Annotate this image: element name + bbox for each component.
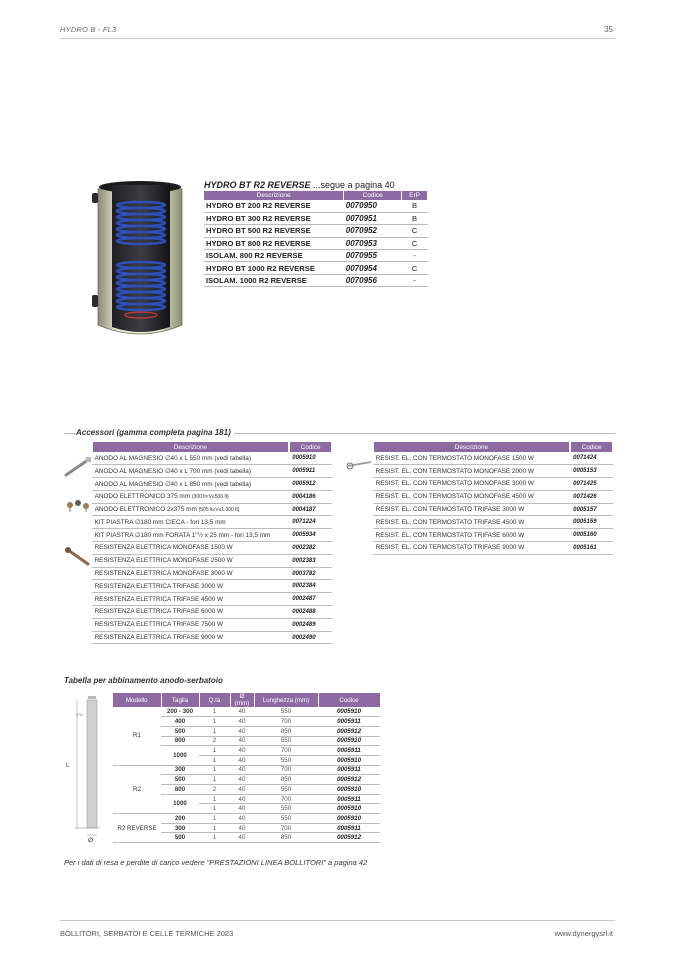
anode-model: R1 bbox=[113, 707, 161, 765]
anode-quantity: 1 bbox=[199, 814, 230, 824]
accessory-row bbox=[63, 478, 332, 491]
accessory-row bbox=[63, 465, 332, 478]
anode-diameter: 40 bbox=[230, 726, 254, 736]
anode-length: 700 bbox=[254, 823, 318, 833]
anode-length: 550 bbox=[254, 736, 318, 746]
anode-diameter: 40 bbox=[230, 785, 254, 795]
accessory-name: RESISTENZA ELETTRICA TRIFASE 4500 W bbox=[94, 595, 224, 603]
anode-length: 550 bbox=[254, 804, 318, 814]
accessory-row bbox=[344, 465, 613, 478]
col-codice: Codice bbox=[570, 442, 613, 452]
product-erp-class: B bbox=[402, 212, 428, 224]
accessory-code: 0005159 bbox=[570, 516, 613, 529]
accessory-volume-range: (505 lt≤V≤1.000 lt) bbox=[198, 507, 240, 514]
anode-diameter: 40 bbox=[230, 717, 254, 727]
anode-quantity: 1 bbox=[199, 823, 230, 833]
accessory-row bbox=[63, 554, 332, 567]
electronic-anode-icon bbox=[64, 497, 92, 513]
product-erp-class: B bbox=[402, 200, 428, 212]
accessory-row bbox=[63, 542, 332, 555]
accessory-name: ANODO AL MAGNESIO ∅40 x L 850 mm (vedi tabella) bbox=[94, 480, 251, 488]
anode-length-label: L bbox=[66, 762, 70, 769]
product-description: HYDRO BT 1000 R2 REVERSE bbox=[204, 262, 344, 274]
anode-code: 0005910 bbox=[318, 814, 380, 824]
accessory-row bbox=[63, 618, 332, 631]
anode-quantity: 1 bbox=[199, 726, 230, 736]
product-erp-class: C bbox=[402, 262, 428, 274]
accessory-description bbox=[92, 542, 290, 555]
product-description: HYDRO BT 800 R2 REVERSE bbox=[204, 237, 344, 249]
anode-diameter: 40 bbox=[230, 794, 254, 804]
accessory-name: RESISTENZA ELETTRICA TRIFASE 6000 W bbox=[94, 608, 224, 616]
anode-code: 0005911 bbox=[318, 794, 380, 804]
col-descrizione: Descrizione bbox=[204, 191, 344, 200]
anode-row bbox=[113, 707, 380, 717]
anode-quantity: 1 bbox=[199, 746, 230, 756]
accessory-description: RESIST. EL. CON TERMOSTATO TRIFASE 3000 W bbox=[373, 503, 571, 516]
anode-quantity: 1 bbox=[199, 707, 230, 717]
anode-quantity: 1 bbox=[199, 794, 230, 804]
anode-length: 550 bbox=[254, 785, 318, 795]
accessories-table-left bbox=[63, 442, 333, 644]
accessory-name: ANODO AL MAGNESIO ∅40 x L 550 mm (vedi tabella) bbox=[94, 455, 251, 463]
accessory-code: 0071424 bbox=[570, 452, 613, 465]
product-code: 0070950 bbox=[344, 200, 402, 212]
accessory-description bbox=[92, 516, 290, 529]
anode-dimension-drawing bbox=[64, 692, 106, 842]
col-codice: Codice bbox=[344, 191, 402, 200]
accessory-code: 0002384 bbox=[289, 580, 332, 593]
accessory-row bbox=[344, 503, 613, 516]
anode-diameter: 40 bbox=[230, 804, 254, 814]
anode-code: 0005911 bbox=[318, 765, 380, 775]
anode-diameter: 40 bbox=[230, 823, 254, 833]
accessory-code: 0005910 bbox=[289, 452, 332, 465]
anode-code: 0005910 bbox=[318, 804, 380, 814]
accessory-description bbox=[92, 593, 290, 606]
accessory-name: RESISTENZA ELETTRICA TRIFASE 3000 W bbox=[94, 582, 224, 590]
col-taglia: Taglia bbox=[161, 693, 199, 707]
performance-note: Per i dati di resa e perdite di carico vedere "PRESTAZIONI LINEA BOLLITORI" a pagina 42 bbox=[64, 858, 368, 867]
accessory-code: 0004187 bbox=[289, 503, 332, 516]
anode-size: 500 bbox=[161, 833, 199, 843]
anode-diameter: 40 bbox=[230, 746, 254, 756]
col-lunghezza: Lunghezza (mm) bbox=[254, 693, 318, 707]
footer-catalog-title: BOLLITORI, SERBATOI E CELLE TERMICHE 2023 bbox=[60, 929, 234, 938]
anode-length: 850 bbox=[254, 833, 318, 843]
accessory-code: 0002490 bbox=[289, 631, 332, 644]
accessory-row bbox=[63, 503, 332, 516]
tank-cutaway-image bbox=[90, 175, 190, 343]
product-title bbox=[204, 180, 395, 190]
accessory-code: 0003782 bbox=[289, 567, 332, 580]
anode-code: 0005910 bbox=[318, 755, 380, 765]
page-number: 35 bbox=[604, 25, 613, 34]
col-quantita: Q.tà bbox=[199, 693, 230, 707]
anode-code: 0005910 bbox=[318, 785, 380, 795]
magnesium-anode-icon bbox=[64, 456, 92, 478]
accessory-code: 0071224 bbox=[289, 516, 332, 529]
anode-length: 700 bbox=[254, 746, 318, 756]
accessory-description bbox=[92, 478, 290, 491]
anode-model: R2 bbox=[113, 765, 161, 813]
product-erp-class: C bbox=[402, 225, 428, 237]
anode-thread-label: 1"¼ bbox=[76, 712, 83, 717]
accessory-code: 0005912 bbox=[289, 478, 332, 491]
accessory-code: 0004186 bbox=[289, 490, 332, 503]
accessory-description: RESIST. EL. CON TERMOSTATO TRIFASE 6000 W bbox=[373, 529, 571, 542]
anode-diameter: 40 bbox=[230, 755, 254, 765]
accessory-row bbox=[63, 567, 332, 580]
accessory-row bbox=[63, 593, 332, 606]
anode-code: 0005911 bbox=[318, 746, 380, 756]
accessory-name: RESISTENZA ELETTRICA MONOFASE 1500 W bbox=[94, 544, 233, 552]
product-code: 0070954 bbox=[344, 262, 402, 274]
anode-size: 200 bbox=[161, 814, 199, 824]
accessory-row bbox=[63, 452, 332, 465]
accessory-description: RESIST. EL. CON TERMOSTATO MONOFASE 4500 W bbox=[373, 490, 571, 503]
accessory-code: 0071426 bbox=[570, 490, 613, 503]
product-row bbox=[204, 200, 428, 212]
accessory-name: RESISTENZA ELETTRICA MONOFASE 3000 W bbox=[94, 570, 233, 578]
anode-diameter: 40 bbox=[230, 833, 254, 843]
accessory-description bbox=[92, 490, 290, 503]
accessory-name: KIT PIASTRA ∅180 mm CIECA - fori 13,5 mm bbox=[94, 519, 226, 527]
anode-code: 0005911 bbox=[318, 823, 380, 833]
anode-code: 0005912 bbox=[318, 726, 380, 736]
anode-diameter: 40 bbox=[230, 765, 254, 775]
anode-size: 1000 bbox=[161, 794, 199, 813]
product-table bbox=[204, 191, 428, 287]
accessory-row bbox=[63, 606, 332, 619]
header-divider bbox=[60, 38, 615, 39]
col-diametro: Ø (mm) bbox=[230, 693, 254, 707]
product-description: ISOLAM. 1000 R2 REVERSE bbox=[204, 274, 344, 286]
product-code: 0070955 bbox=[344, 250, 402, 262]
anode-length: 850 bbox=[254, 775, 318, 785]
product-erp-class: C bbox=[402, 237, 428, 249]
anode-size: 800 bbox=[161, 736, 199, 746]
accessory-description bbox=[92, 554, 290, 567]
footer-divider bbox=[60, 920, 615, 921]
product-code: 0070956 bbox=[344, 274, 402, 286]
product-code: 0070953 bbox=[344, 237, 402, 249]
accessories-table-right bbox=[344, 442, 614, 555]
accessory-code: 0005160 bbox=[570, 529, 613, 542]
product-row bbox=[204, 250, 428, 262]
accessory-row bbox=[344, 529, 613, 542]
accessory-row bbox=[344, 542, 613, 555]
col-descrizione: Descrizione bbox=[373, 442, 571, 452]
col-erp: ErP bbox=[402, 191, 428, 200]
accessory-name: ANODO ELETTRONICO 375 mm bbox=[94, 493, 192, 501]
col-codice: Codice bbox=[318, 693, 380, 707]
product-row bbox=[204, 212, 428, 224]
accessory-description: RESIST. EL. CON TERMOSTATO MONOFASE 3000 W bbox=[373, 478, 571, 491]
anode-diameter: 40 bbox=[230, 707, 254, 717]
anode-length: 550 bbox=[254, 707, 318, 717]
accessory-name: RESISTENZA ELETTRICA TRIFASE 9000 W bbox=[94, 634, 224, 642]
anode-quantity: 2 bbox=[199, 736, 230, 746]
accessory-name: RESISTENZA ELETTRICA TRIFASE 7500 W bbox=[94, 621, 224, 629]
accessory-row bbox=[63, 631, 332, 644]
accessory-row bbox=[344, 490, 613, 503]
accessory-description bbox=[92, 465, 290, 478]
accessory-description bbox=[92, 580, 290, 593]
anode-table-title: Tabella per abbinamento anodo-serbatoio bbox=[64, 676, 223, 685]
anode-code: 0005910 bbox=[318, 736, 380, 746]
accessories-title: Accessori (gamma completa pagina 181) bbox=[76, 428, 234, 437]
anode-code: 0005910 bbox=[318, 707, 380, 717]
accessory-description bbox=[92, 618, 290, 631]
anode-model: R2 REVERSE bbox=[113, 814, 161, 843]
anode-code: 0005912 bbox=[318, 833, 380, 843]
anode-diameter-label: Ø bbox=[88, 837, 94, 842]
accessory-code: 0005934 bbox=[289, 529, 332, 542]
footer-website: www.dynergysrl.it bbox=[554, 929, 613, 938]
anode-code: 0005912 bbox=[318, 775, 380, 785]
accessory-code: 0002489 bbox=[289, 618, 332, 631]
heating-element-icon bbox=[64, 546, 92, 568]
anode-size: 800 bbox=[161, 785, 199, 795]
anode-quantity: 1 bbox=[199, 775, 230, 785]
accessory-description bbox=[92, 503, 290, 516]
col-modello: Modello bbox=[113, 693, 161, 707]
accessory-code: 0005911 bbox=[289, 465, 332, 478]
accessory-row bbox=[344, 516, 613, 529]
anode-row bbox=[113, 765, 380, 775]
col-descrizione: Descrizione bbox=[92, 442, 290, 452]
product-erp-class: - bbox=[402, 250, 428, 262]
product-row bbox=[204, 225, 428, 237]
accessory-code: 0002383 bbox=[289, 554, 332, 567]
accessory-description: RESIST. EL. CON TERMOSTATO TRIFASE 4500 W bbox=[373, 516, 571, 529]
accessory-description: RESIST. EL. CON TERMOSTATO MONOFASE 2000 W bbox=[373, 465, 571, 478]
accessory-code: 0005157 bbox=[570, 503, 613, 516]
anode-length: 700 bbox=[254, 794, 318, 804]
accessory-description bbox=[92, 452, 290, 465]
product-row bbox=[204, 262, 428, 274]
product-row bbox=[204, 274, 428, 286]
anode-quantity: 1 bbox=[199, 717, 230, 727]
col-codice: Codice bbox=[289, 442, 332, 452]
accessory-row bbox=[344, 478, 613, 491]
accessory-description: RESIST. EL. CON TERMOSTATO MONOFASE 1500 W bbox=[373, 452, 571, 465]
accessory-row bbox=[63, 490, 332, 503]
product-description: HYDRO BT 300 R2 REVERSE bbox=[204, 212, 344, 224]
accessory-description: RESIST. EL. CON TERMOSTATO TRIFASE 9000 W bbox=[373, 542, 571, 555]
accessory-code: 0005161 bbox=[570, 542, 613, 555]
accessory-code: 0002382 bbox=[289, 542, 332, 555]
thermostat-heater-icon bbox=[345, 456, 373, 472]
product-code: 0070951 bbox=[344, 212, 402, 224]
accessory-row bbox=[344, 452, 613, 465]
product-description: HYDRO BT 500 R2 REVERSE bbox=[204, 225, 344, 237]
accessory-description bbox=[92, 606, 290, 619]
anode-quantity: 1 bbox=[199, 755, 230, 765]
accessory-description bbox=[92, 529, 290, 542]
anode-size: 500 bbox=[161, 726, 199, 736]
anode-quantity: 2 bbox=[199, 785, 230, 795]
anode-diameter: 40 bbox=[230, 775, 254, 785]
anode-quantity: 1 bbox=[199, 833, 230, 843]
accessory-name: KIT PIASTRA ∅180 mm FORATA 1"½ x 25 mm - fori 13,5 mm bbox=[94, 532, 271, 540]
accessory-row bbox=[63, 529, 332, 542]
document-series: HYDRO B - FL3 bbox=[60, 25, 117, 34]
product-description: ISOLAM. 800 R2 REVERSE bbox=[204, 250, 344, 262]
anode-quantity: 1 bbox=[199, 765, 230, 775]
anode-quantity: 1 bbox=[199, 804, 230, 814]
anode-code: 0005911 bbox=[318, 717, 380, 727]
anode-length: 700 bbox=[254, 765, 318, 775]
product-row bbox=[204, 237, 428, 249]
anode-diameter: 40 bbox=[230, 736, 254, 746]
accessory-name: ANODO AL MAGNESIO ∅40 x L 700 mm (vedi tabella) bbox=[94, 468, 251, 476]
accessory-name: ANODO ELETTRONICO 2x375 mm bbox=[94, 506, 199, 514]
anode-size: 300 bbox=[161, 823, 199, 833]
accessory-code: 0005153 bbox=[570, 465, 613, 478]
accessory-name: RESISTENZA ELETTRICA MONOFASE 2500 W bbox=[94, 557, 233, 565]
accessory-code: 0002488 bbox=[289, 606, 332, 619]
anode-tank-table bbox=[113, 693, 381, 843]
anode-size: 300 bbox=[161, 765, 199, 775]
accessory-code: 0071425 bbox=[570, 478, 613, 491]
product-erp-class: - bbox=[402, 274, 428, 286]
accessory-description bbox=[92, 631, 290, 644]
anode-length: 850 bbox=[254, 726, 318, 736]
product-title-bold: HYDRO BT R2 REVERSE bbox=[204, 180, 311, 190]
anode-length: 550 bbox=[254, 814, 318, 824]
anode-length: 700 bbox=[254, 717, 318, 727]
product-code: 0070952 bbox=[344, 225, 402, 237]
accessory-row bbox=[63, 580, 332, 593]
accessory-code: 0002487 bbox=[289, 593, 332, 606]
product-description: HYDRO BT 200 R2 REVERSE bbox=[204, 200, 344, 212]
product-title-suffix: ...segue a pagina 40 bbox=[310, 180, 395, 190]
accessory-description bbox=[92, 567, 290, 580]
accessory-volume-range: (300 lt<V≤500 lt) bbox=[191, 494, 229, 501]
anode-size: 1000 bbox=[161, 746, 199, 765]
anode-size: 400 bbox=[161, 717, 199, 727]
anode-diameter: 40 bbox=[230, 814, 254, 824]
anode-size: 500 bbox=[161, 775, 199, 785]
accessory-row bbox=[63, 516, 332, 529]
anode-size: 200 - 300 bbox=[161, 707, 199, 717]
anode-length: 550 bbox=[254, 755, 318, 765]
anode-row bbox=[113, 814, 380, 824]
